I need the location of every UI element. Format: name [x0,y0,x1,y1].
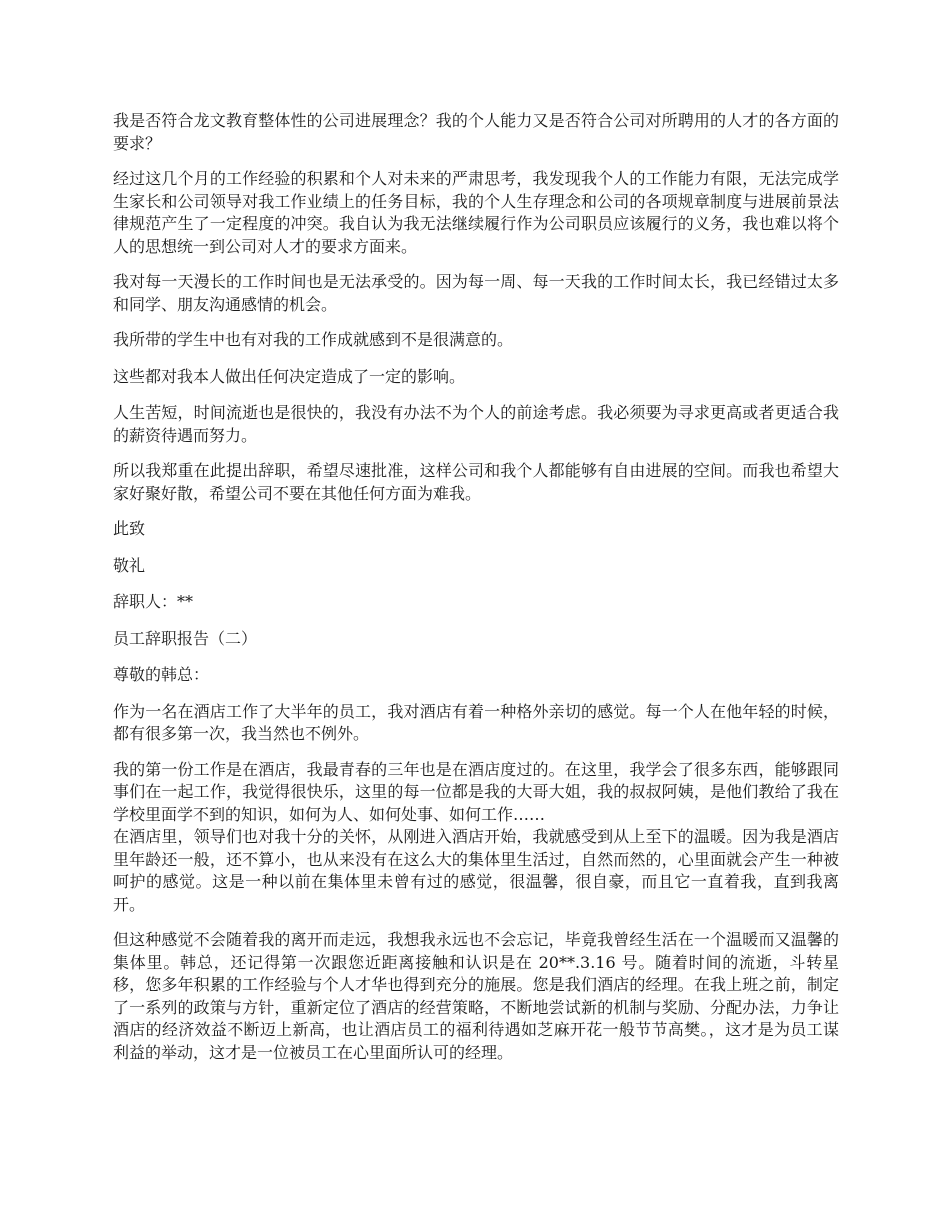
closing-jingli: 敬礼 [113,555,146,575]
paragraph-life-short: 人生苦短，时间流逝也是很快的，我没有办法不为个人的前途考虑。我必须要为寻求更高或者更适合我的薪资待遇而努力。 [113,403,839,445]
salutation: 尊敬的韩总： [113,665,210,684]
paragraph-influence: 这些都对我本人做出任何决定造成了一定的影响。 [113,366,466,386]
paragraph-student-feedback: 我所带的学生中也有对我的工作成就感到不是很满意的。 [113,330,514,349]
paragraph-manager-praise: 但这种感觉不会随着我的离开而走远，我想我永远也不会忘记，毕竟我曾经生活在一个温暖而又温馨的集体里。韩总，还记得第一次跟您近距离接触和认识是在 20**.3.16 号。随着时间的流逝，斗转星移，您多年积累的工作经验与个人才华也得到充分的施展。您是我们酒店的经理。在我上班之前，制定了一系列的政策与方针，重新定位了酒店的经营策略，不断地尝试新的机制与奖励、分配办法，力争让酒店的经济效益不断迈上新高，也让酒店员工的福利待遇如芝麻开花一般节节高樊。，这才是为员工谋利益的举动，这才是一位被员工在心里面所认可的经理。 [113,930,839,1062]
closing-cizhi: 此致 [113,519,146,538]
paragraph-first-job: 我的第一份工作是在酒店，我最青春的三年也是在酒店度过的。在这里，我学会了很多东西，能够跟同事们在一起工作，我觉得很快乐，这里的每一位都是我的大哥大姐，我的叔叔阿姨，是他们教给了我在学校里面学不到的知识，如何为人、如何处事、如何工作…… 在酒店里，领导们也对我十分的关怀，从刚进入酒店开始，我就感受到从上至下的温暖。因为我是酒店里年龄还一般，还不算小，也从来没有在这么大的集体里生活过，自然而然的，心里面就会产生一种被呵护的感觉。这是一种以前在集体里未曾有过的感觉，很温馨，很自豪，而且它一直着我，直到我离开。 [113,759,839,914]
document-body [113,110,839,1077]
paragraph-company-fit: 我是否符合龙文教育整体性的公司进展理念？我的个人能力又是否符合公司对所聘用的人才的各方面的要求？ [113,111,839,153]
paragraph-self-reflection: 经过这几个月的工作经验的积累和个人对未来的严肃思考，我发现我个人的工作能力有限，无法完成学生家长和公司领导对我工作业绩上的任务目标，我的个人生存理念和公司的各项规章制度与进展前景法律规范产生了一定程度的冲突。我自认为我无法继续履行作为公司职员应该履行的义务，我也难以将个人的思想统一到公司对人才的要求方面来。 [113,169,839,256]
paragraph-resignation-request: 所以我郑重在此提出辞职，希望尽速批准，这样公司和我个人都能够有自由进展的空间。而我也希望大家好聚好散，希望公司不要在其他任何方面为难我。 [113,461,839,503]
paragraph-working-hours: 我对每一天漫长的工作时间也是无法承受的。因为每一周、每一天我的工作时间太长，我已经错过太多和同学、朋友沟通感情的机会。 [113,272,839,314]
section-title: 员工辞职报告（二） [113,628,258,648]
signature-line: 辞职人：** [113,592,194,611]
paragraph-hotel-intro: 作为一名在酒店工作了大半年的员工，我对酒店有着一种格外亲切的感觉。每一个人在他年轻的时候，都有很多第一次，我当然也不例外。 [113,701,839,743]
